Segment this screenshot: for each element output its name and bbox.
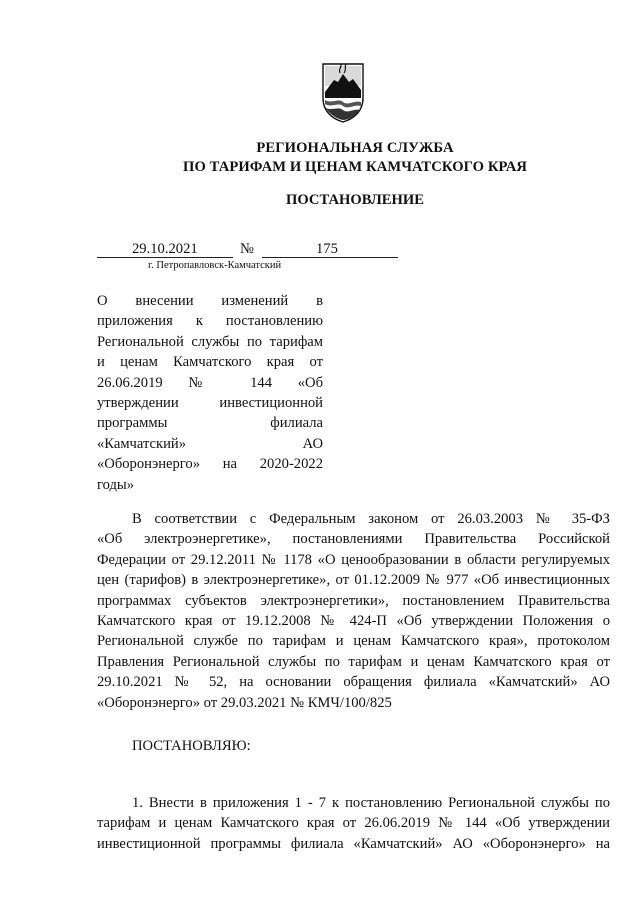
city-name: г. Петропавловск-Камчатский [148, 260, 282, 271]
subject-line: и ценам Камчатского края от [97, 354, 323, 371]
paragraph-line: «Об электроэнергетике», постановлениями Правительства Российской [97, 531, 610, 548]
paragraph-line: 1. Внести в приложения 1 - 7 к постановлению Региональной службы по [132, 795, 610, 811]
preamble-paragraph [97, 509, 610, 713]
clause-1-paragraph [97, 793, 610, 854]
paragraph-line: цен (тарифов) в электроэнергетике», от 01.12.2009 № 977 «Об инвестиционных [97, 572, 610, 589]
resolve-heading: ПОСТАНОВЛЯЮ: [132, 738, 251, 754]
subject-line: О внесении изменений в [97, 293, 323, 309]
subject-line: приложения к постановлению [97, 313, 323, 330]
subject-line: Региональной службы по тарифам [97, 333, 323, 350]
subject-line: программы филиала [97, 415, 323, 432]
subject-line: «Оборонэнерго» на 2020-2022 [97, 456, 323, 473]
paragraph-line: инвестиционной программы филиала «Камчатский» АО «Оборонэнерго» на [97, 835, 610, 852]
document-subject [97, 291, 323, 495]
paragraph-line: Федерации от 29.12.2011 № 1178 «О ценообразовании в области регулируемых [97, 551, 610, 568]
paragraph-line: Правления Региональной службы по тарифам и ценам Камчатского края от [97, 653, 610, 670]
subject-line: годы» [97, 476, 135, 493]
document-number: 175 [316, 241, 338, 257]
paragraph-line: Региональной службе по тарифам и ценам Камчатского края», протоколом [97, 633, 610, 650]
paragraph-line: тарифам и ценам Камчатского края от 26.06.2019 № 144 «Об утверждении [97, 815, 610, 832]
subject-line: 26.06.2019 № 144 «Об [97, 374, 323, 391]
paragraph-line: «Оборонэнерго» от 29.03.2021 № КМЧ/100/825 [97, 694, 392, 711]
organization-name-line1: РЕГИОНАЛЬНАЯ СЛУЖБА [256, 140, 454, 156]
paragraph-line: Камчатского края от 19.12.2008 № 424-П «Об утверждении Положения о [97, 612, 610, 629]
number-sign: № [240, 241, 254, 257]
paragraph-line: В соответствии с Федеральным законом от 26.03.2003 № 35-ФЗ [132, 511, 610, 527]
date-underline [97, 257, 233, 258]
organization-name-line2: ПО ТАРИФАМ И ЦЕНАМ КАМЧАТСКОГО КРАЯ [183, 159, 527, 175]
subject-line: «Камчатский» АО [97, 435, 323, 452]
subject-line: утверждении инвестиционной [97, 394, 323, 411]
paragraph-line: 29.10.2021 № 52, на основании обращения филиала «Камчатский» АО [97, 674, 610, 691]
paragraph-line: программах субъектов электроэнергетики», постановлением Правительства [97, 592, 610, 609]
kamchatka-emblem-icon [320, 62, 366, 124]
document-date: 29.10.2021 [132, 241, 198, 257]
document-type: ПОСТАНОВЛЕНИЕ [286, 192, 424, 208]
number-underline [262, 257, 398, 258]
